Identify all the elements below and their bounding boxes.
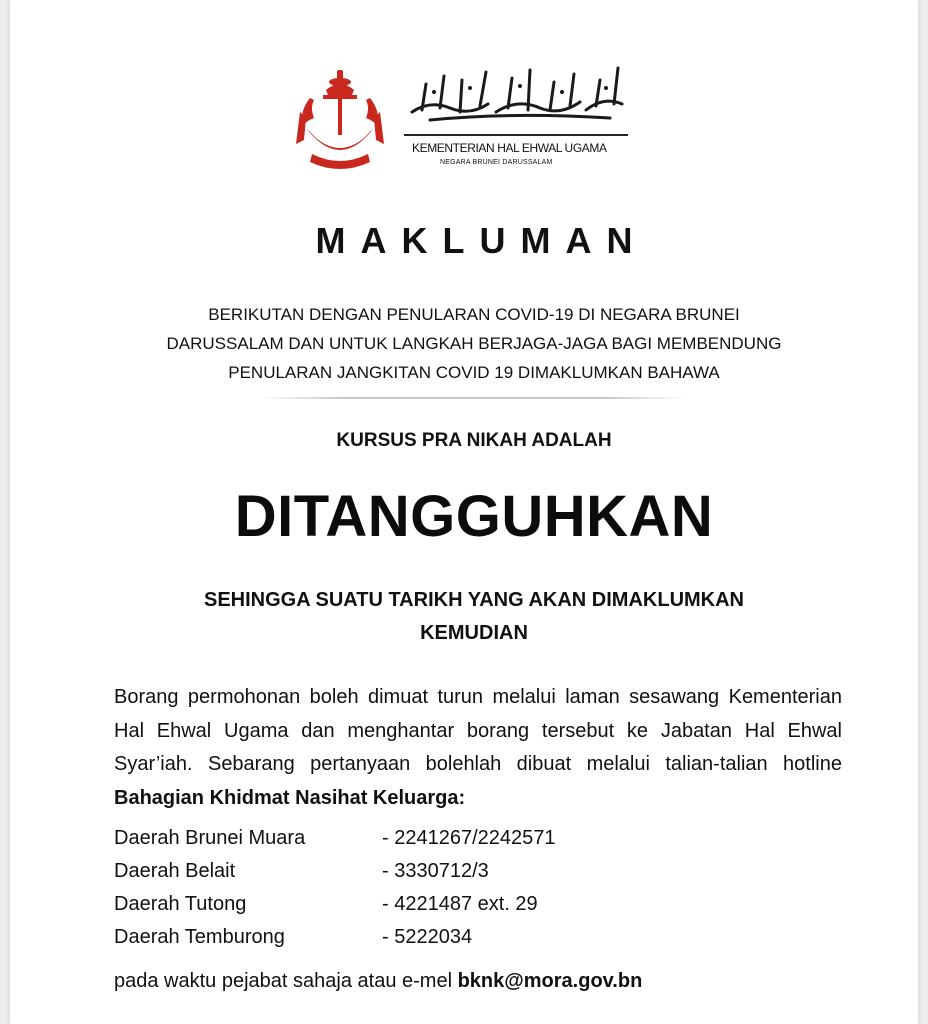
footer-note (114, 966, 842, 996)
ministry-name: KEMENTERIAN HAL EHWAL UGAMA (412, 141, 607, 155)
hotline-row (114, 822, 842, 855)
section-divider (258, 397, 690, 399)
hotline-number: - 3330712/3 (382, 860, 489, 882)
letterhead-rule (404, 134, 628, 136)
hotline-number: - 4221487 ext. 29 (382, 893, 538, 915)
hotline-row (114, 855, 842, 888)
status-headline: DITANGGUHKAN (234, 484, 714, 549)
hotline-list (114, 822, 842, 954)
brunei-national-crest-icon (292, 68, 388, 172)
district-name: Daerah Temburong (114, 926, 285, 948)
course-subheading: KURSUS PRA NIKAH ADALAH (336, 430, 612, 451)
hotline-row (114, 921, 842, 954)
intro-line: BERIKUTAN DENGAN PENULARAN COVID-19 DI NEGARA BRUNEI (208, 305, 740, 324)
instructions-paragraph (114, 681, 842, 815)
intro-line: DARUSSALAM DAN UNTUK LANGKAH BERJAGA-JAGA BAGI MEMBENDUNG (166, 334, 782, 353)
contact-email: bknk@mora.gov.bn (457, 970, 643, 992)
district-name: Daerah Brunei Muara (114, 827, 306, 849)
jawi-calligraphy-logo-icon (400, 62, 630, 126)
department-name: Bahagian Khidmat Nasihat Keluarga: (114, 786, 466, 809)
district-name: Daerah Tutong (114, 893, 247, 915)
footer-text: pada waktu pejabat sahaja atau e-mel (114, 970, 453, 992)
district-name: Daerah Belait (114, 860, 236, 882)
notice-title: MAKLUMAN (315, 220, 648, 261)
until-line: KEMUDIAN (420, 622, 528, 644)
intro-paragraph (110, 300, 838, 387)
until-notice (10, 584, 928, 650)
hotline-number: - 2241267/2242571 (382, 827, 556, 849)
until-line: SEHINGGA SUATU TARIKH YANG AKAN DIMAKLUMKAN (204, 589, 744, 611)
hotline-number: - 5222034 (382, 926, 473, 948)
instructions-text: Borang permohonan boleh dimuat turun melalui laman sesawang Kementerian Hal Ehwal Ugama dan menghantar borang tersebut ke Jabatan Hal Ehwal Syar’iah. Sebarang pertanyaan bolehlah dibuat melalui talian-talian hotline (114, 686, 842, 775)
ministry-letterhead (292, 62, 637, 180)
intro-line: PENULARAN JANGKITAN COVID 19 DIMAKLUMKAN BAHAWA (228, 363, 720, 382)
country-name: NEGARA BRUNEI DARUSSALAM (440, 159, 553, 166)
document-page (10, 0, 918, 1024)
hotline-row (114, 888, 842, 921)
